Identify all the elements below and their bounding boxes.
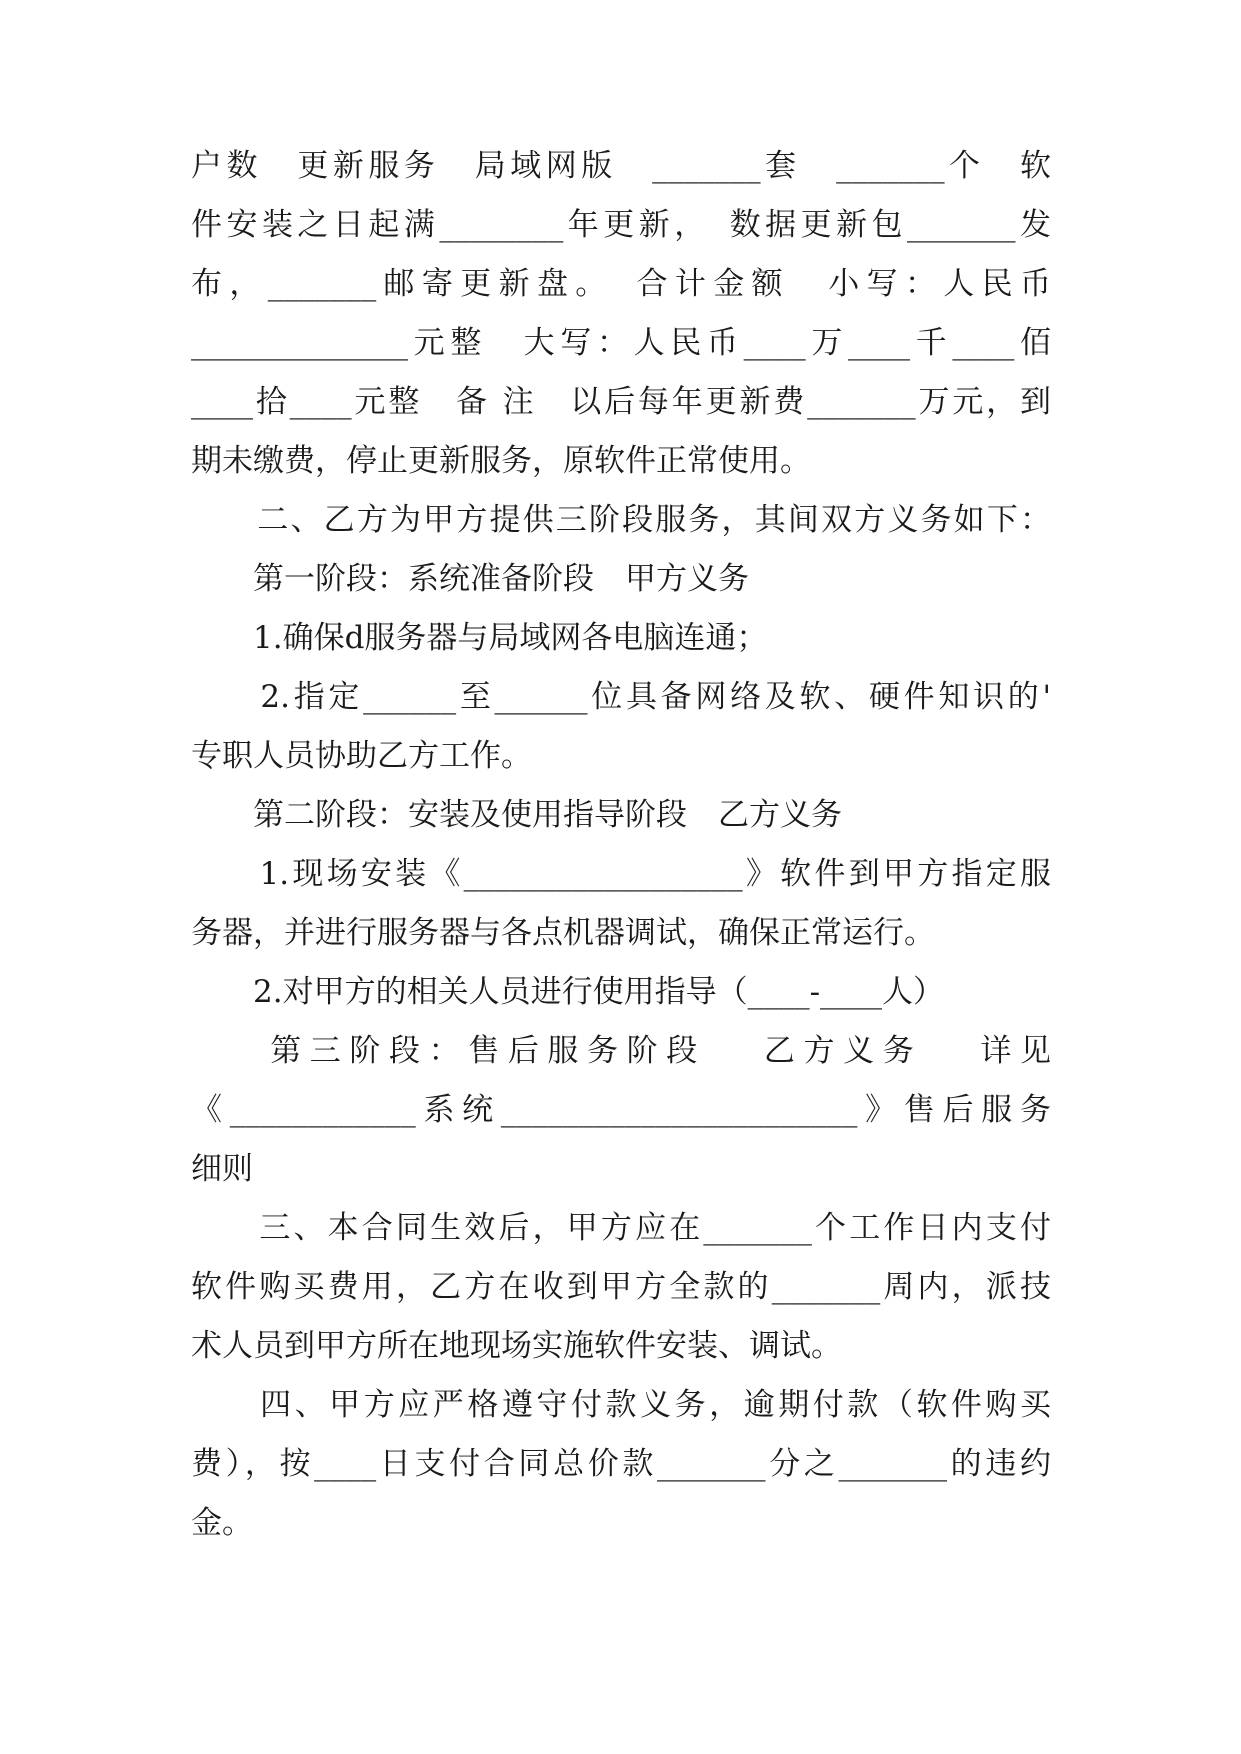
text-line: 件安装之日起满________年更新， 数据更新包_______发 <box>191 207 1051 243</box>
text-line: 《____________系统_______________________》售后服务 <box>191 1092 1051 1128</box>
text-line: 金。 <box>191 1505 253 1541</box>
list-item: 2.对甲方的相关人员进行使用指导（____-____人） <box>191 974 945 1010</box>
text-line: 术人员到甲方所在地现场实施软件安装、调试。 <box>191 1328 842 1364</box>
section-heading: 三、本合同生效后，甲方应在_______个工作日内支付 <box>191 1210 1051 1246</box>
text-line: 细则 <box>191 1151 253 1187</box>
section-heading: 二、乙方为甲方提供三阶段服务，其间双方义务如下： <box>191 502 1051 538</box>
stage-heading: 第二阶段：安装及使用指导阶段 乙方义务 <box>191 797 842 833</box>
text-line: ______________元整 大写：人民币____万____千____佰 <box>191 325 1051 361</box>
list-item: 1.确保d服务器与局域网各电脑连通； <box>191 620 768 656</box>
stage-heading: 第三阶段：售后服务阶段 乙方义务 详见 <box>191 1033 1051 1069</box>
list-item: 1.现场安装《__________________》软件到甲方指定服 <box>191 856 1051 892</box>
text-line: 期未缴费，停止更新服务，原软件正常使用。 <box>191 443 811 479</box>
text-line: 户数 更新服务 局域网版 _______套 _______个 软 <box>191 148 1051 184</box>
text-line: 费），按____日支付合同总价款_______分之_______的违约 <box>191 1446 1051 1482</box>
stage-heading: 第一阶段：系统准备阶段 甲方义务 <box>191 561 749 597</box>
section-heading: 四、甲方应严格遵守付款义务，逾期付款（软件购买 <box>191 1387 1051 1423</box>
list-item: 2.指定______至______位具备网络及软、硬件知识的' <box>191 679 1051 715</box>
text-line: ____拾____元整 备 注 以后每年更新费_______万元，到 <box>191 384 1051 420</box>
text-line: 务器，并进行服务器与各点机器调试，确保正常运行。 <box>191 915 935 951</box>
text-line: 软件购买费用，乙方在收到甲方全款的_______周内，派技 <box>191 1269 1051 1305</box>
text-line: 布，_______邮寄更新盘。 合计金额 小写：人民币 <box>191 266 1051 302</box>
text-line: 专职人员协助乙方工作。 <box>191 738 532 774</box>
